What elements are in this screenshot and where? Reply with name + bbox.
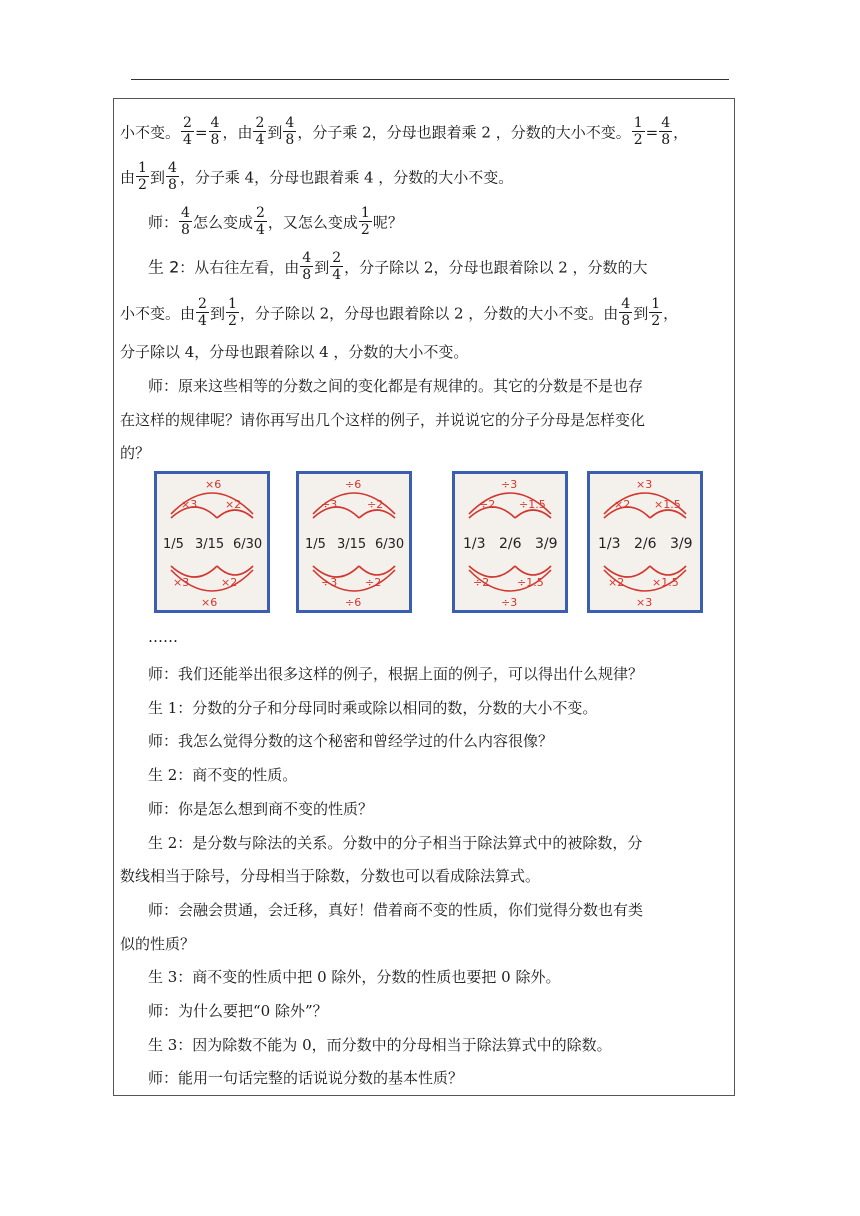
fraction-b: 2/6 bbox=[634, 536, 657, 552]
fraction-c: 3/9 bbox=[670, 536, 693, 552]
text-line-4 bbox=[120, 252, 760, 285]
annot-top: ÷6 bbox=[345, 478, 362, 491]
fraction-b: 3/15 bbox=[337, 537, 367, 552]
header-rule bbox=[131, 79, 729, 80]
dialog-line-5: 师：你是怎么想到商不变的性质？ bbox=[148, 800, 374, 818]
text: 呢？ bbox=[372, 213, 403, 232]
annot-br: ×2 bbox=[221, 576, 238, 589]
annot-tr: ÷2 bbox=[367, 498, 384, 511]
fraction: $\frac{4}{8}$ bbox=[210, 115, 220, 148]
text-line-8: 在这样的规律呢？请你再写出几个这样的例子，并说说它的分子分母是怎样变化 bbox=[120, 411, 646, 429]
text: 怎么变成 bbox=[192, 213, 253, 232]
dialog-line-1: 师：我们还能举出很多这样的例子，根据上面的例子，可以得出什么规律？ bbox=[148, 665, 644, 683]
dialog-line-4: 生 2：商不变的性质。 bbox=[148, 766, 298, 784]
fraction-a: 1/3 bbox=[598, 536, 621, 552]
text: 小不变。 bbox=[120, 123, 181, 142]
fraction: $\frac{1}{2}$ bbox=[360, 205, 370, 238]
annot-top2: ×2 bbox=[225, 498, 242, 511]
fraction-a: 1/5 bbox=[163, 537, 184, 552]
fraction-b: 2/6 bbox=[499, 536, 522, 552]
text: ，分子除以 2，分母也跟着除以 2 ，分数的大小不变。由 bbox=[239, 304, 619, 323]
annot-tr: ×1.5 bbox=[654, 498, 681, 511]
annot-tl: ÷2 bbox=[479, 498, 496, 511]
fraction: $\frac{2}{4}$ bbox=[198, 296, 207, 329]
text-line-3 bbox=[120, 207, 760, 240]
annot-tl: ×2 bbox=[614, 498, 631, 511]
dialog-line-2: 生 1：分数的分子和分母同时乘或除以相同的数，分数的大小不变。 bbox=[148, 699, 598, 717]
fraction: $\frac{2}{4}$ bbox=[255, 205, 265, 238]
annot-bottom: ×6 bbox=[201, 596, 218, 609]
fraction-b: 3/15 bbox=[195, 537, 225, 552]
annot-top: ×6 bbox=[205, 478, 222, 491]
text: 小不变。由 bbox=[120, 304, 196, 323]
annot-bl: ×2 bbox=[608, 576, 625, 589]
text-line-7: 师：原来这些相等的分数之间的变化都是有规律的。其它的分数是不是也存 bbox=[148, 377, 644, 395]
annot-br: ÷1.5 bbox=[517, 576, 544, 589]
fraction: $\frac{2}{4}$ bbox=[332, 250, 342, 283]
annot-bottom: ÷3 bbox=[501, 596, 518, 609]
annot-bl: ÷2 bbox=[473, 576, 490, 589]
text: ，分子除以 2，分母也跟着除以 2 ，分数的大 bbox=[344, 258, 648, 277]
annot-top: ÷3 bbox=[501, 478, 518, 491]
text: ， bbox=[663, 304, 679, 323]
text: ：从右往左看，由 bbox=[179, 258, 300, 277]
speaker: 师： bbox=[148, 213, 179, 232]
dialog-line-8: 师：会融会贯通，会迁移，真好！借着商不变的性质，你们觉得分数也有类 bbox=[148, 901, 644, 919]
annot-bottom: ×3 bbox=[636, 596, 653, 609]
fraction-a: 1/5 bbox=[305, 537, 326, 552]
text: ，由 bbox=[222, 123, 253, 142]
fraction: $\frac{1}{2}$ bbox=[651, 296, 661, 329]
handwritten-photo-1 bbox=[154, 471, 270, 613]
dialog-line-9: 似的性质？ bbox=[120, 935, 196, 953]
annot-br: ÷2 bbox=[365, 576, 382, 589]
fraction: $\frac{4}{8}$ bbox=[167, 160, 177, 193]
text: 到 bbox=[267, 123, 283, 142]
text-line-2 bbox=[120, 162, 732, 195]
text: 到 bbox=[633, 304, 649, 323]
fraction-c: 3/9 bbox=[535, 536, 558, 552]
fraction: $\frac{4}{8}$ bbox=[621, 296, 631, 329]
text: ，又怎么变成 bbox=[267, 213, 358, 232]
annot-tl: ÷3 bbox=[321, 498, 338, 511]
annot-left: ×3 bbox=[181, 498, 198, 511]
dialog-line-3: 师：我怎么觉得分数的这个秘密和曾经学过的什么内容很像？ bbox=[148, 732, 554, 750]
handwritten-photo-2 bbox=[296, 471, 412, 613]
text: 到 bbox=[149, 168, 165, 187]
equals: = bbox=[645, 123, 659, 142]
text: ，分子乘 4，分母也跟着乘 4 ，分数的大小不变。 bbox=[179, 168, 514, 187]
annot-bl: ×3 bbox=[173, 576, 190, 589]
text: ，分子乘 2，分母也跟着乘 2 ，分数的大小不变。 bbox=[297, 123, 631, 142]
text: 到 bbox=[314, 258, 330, 277]
annot-bottom: ÷6 bbox=[345, 596, 362, 609]
speaker: 生 2 bbox=[148, 257, 180, 277]
text-line-1 bbox=[120, 117, 732, 150]
ellipsis: …… bbox=[148, 628, 178, 646]
text-line-6: 分子除以 4，分母也跟着除以 4 ，分数的大小不变。 bbox=[120, 343, 469, 361]
fraction: $\frac{1}{2}$ bbox=[633, 115, 643, 148]
text: ， bbox=[673, 123, 689, 142]
annot-br: ×1.5 bbox=[652, 576, 679, 589]
text-line-9: 的？ bbox=[120, 444, 151, 462]
fraction: $\frac{2}{4}$ bbox=[255, 115, 265, 148]
handwritten-photo-4 bbox=[587, 471, 703, 613]
dialog-line-6: 生 2：是分数与除法的关系。分数中的分子相当于除法算式中的被除数，分 bbox=[148, 834, 643, 852]
fraction-c: 6/30 bbox=[233, 537, 263, 552]
fraction: $\frac{1}{2}$ bbox=[138, 160, 147, 193]
fraction: $\frac{4}{8}$ bbox=[285, 115, 295, 148]
text-line-5 bbox=[120, 298, 732, 331]
fraction-c: 6/30 bbox=[375, 537, 405, 552]
dialog-line-13: 师：能用一句话完整的话说说分数的基本性质？ bbox=[148, 1069, 464, 1087]
annot-tr: ÷1.5 bbox=[519, 498, 546, 511]
fraction: $\frac{2}{4}$ bbox=[183, 115, 192, 148]
fraction: $\frac{4}{8}$ bbox=[181, 205, 190, 238]
handwritten-photo-3 bbox=[452, 471, 568, 613]
annot-bl: ÷3 bbox=[321, 576, 338, 589]
text: 到 bbox=[209, 304, 225, 323]
annot-top: ×3 bbox=[636, 478, 653, 491]
equals: = bbox=[194, 123, 208, 142]
dialog-line-12: 生 3：因为除数不能为 0，而分数中的分母相当于除法算式中的除数。 bbox=[148, 1036, 612, 1054]
fraction: $\frac{1}{2}$ bbox=[227, 296, 237, 329]
text: 由 bbox=[120, 168, 136, 187]
dialog-line-11: 师：为什么要把“0 除外”？ bbox=[148, 1002, 328, 1020]
fraction: $\frac{4}{8}$ bbox=[661, 115, 671, 148]
fraction-a: 1/3 bbox=[463, 536, 486, 552]
dialog-line-10: 生 3：商不变的性质中把 0 除外，分数的性质也要把 0 除外。 bbox=[148, 968, 561, 986]
dialog-line-7: 数线相当于除号，分母相当于除数，分数也可以看成除法算式。 bbox=[120, 867, 541, 885]
fraction: $\frac{4}{8}$ bbox=[302, 250, 312, 283]
